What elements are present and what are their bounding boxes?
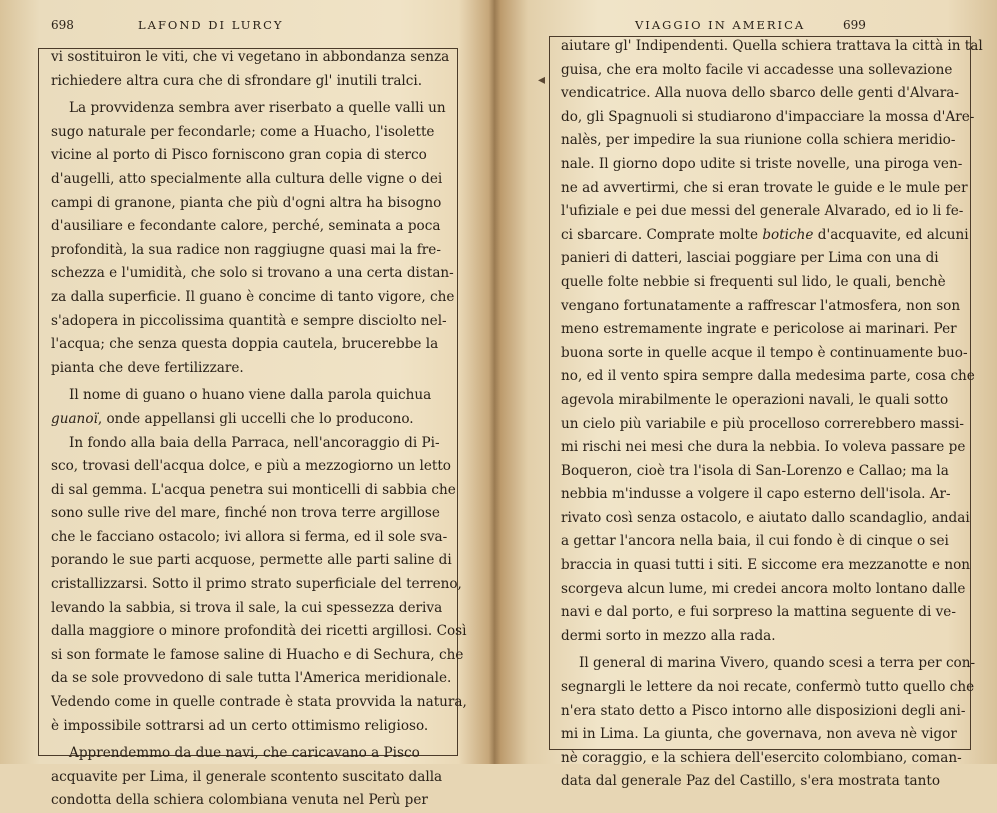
text-line: da se sole provvedono di sale tutta l'America meridionale. [51,670,452,687]
text-line: dalla maggiore o minore profondità dei ricetti argillosi. Così [51,623,467,640]
text-line: Apprendemmo da due navi, che caricavano a Pisco [69,745,420,762]
left-page-body [51,46,467,813]
text-line: vengano fortunatamente a raffrescar l'atmosfera, non son [561,297,961,314]
running-head-title-left: LAFOND DI LURCY [138,18,284,32]
text-line: profondità, la sua radice non raggiugne quasi mai la fre- [51,241,441,258]
text-line: rivato così senza ostacolo, e aiutato dallo scandaglio, andai [561,509,970,526]
text-line: mi rischi nei mesi che dura la nebbia. Io voleva passare pe [561,439,966,456]
text-line: porando le sue parti acquose, permette alle parti saline di [51,552,452,569]
text-line: di sal gemma. L'acqua penetra sui monticelli di sabbia che [51,481,456,498]
text-line: quelle folte nebbie si frequenti sul lido, le quali, benchè [561,273,946,290]
text-line: vendicatrice. Alla nuova dello sbarco delle genti d'Alvara- [561,85,959,102]
text-line: segnargli le lettere da noi recate, confermò tutto quello che [561,679,975,696]
text-line: levando la sabbia, si trova il sale, la cui spessezza deriva [51,599,443,616]
text-line: mi in Lima. La giunta, che governava, non aveva nè vigor [561,726,957,743]
text-line: l'acqua; che senza questa doppia cautela, brucerebbe la [51,336,439,353]
text-line: do, gli Spagnuoli si studiarono d'impacciare la mossa d'Are- [561,108,975,125]
text-line: che le facciano ostacolo; ivi allora si ferma, ed il sole sva- [51,528,448,545]
text-line: Vedendo come in quelle contrade è stata provvida la natura, [51,694,467,711]
text-line: aiutare gl' Indipendenti. Quella schiera trattava la città in tal [561,38,983,54]
text-line: a gettar l'ancora nella baia, il cui fondo è di cinque o sei [561,533,949,550]
text-line: buona sorte in quelle acque il tempo è continuamente buo- [561,344,968,361]
text-line: braccia in quasi tutti i siti. E siccome era mezzanotte e non [561,557,971,574]
right-page-body [561,35,983,794]
text-line: meno estremamente ingrate e pericolose ai marinari. Per [561,321,957,338]
running-header-left [0,18,490,38]
text-line: n'era stato detto a Pisco intorno alle disposizioni degli ani- [561,702,966,719]
text-line: cristallizzarsi. Sotto il primo strato superficiale del terreno, [51,576,462,593]
text-line: In fondo alla baia della Parraca, nell'ancoraggio di Pi- [69,434,440,451]
text-line: d'augelli, atto specialmente alla cultura delle vigne o dei [51,170,443,187]
text-line: nebbia m'indusse a volgere il capo esterno dell'isola. Ar- [561,486,951,503]
left-page [0,0,490,809]
text-line: vicine al porto di Pisco forniscono gran copia di sterco [51,147,427,164]
page-number-right: 699 [843,18,866,32]
text-line: un cielo più variabile e più procelloso correrebbero massi- [561,415,964,432]
text-line: vi sostituiron le viti, che vi vegetano in abbondanza senza [51,49,450,65]
text-line: l'ufiziale e pei due messi del generale Alvarado, ed io li fe- [561,203,964,220]
text-line: navi e dal porto, e fui sorpreso la mattina seguente di ve- [561,604,956,621]
text-line: nalès, per impedire la sua riunione colla schiera meridio- [561,132,956,149]
text-line: campi di granone, pianta che più d'ogni altra ha bisogno [51,194,442,211]
text-line: è impossibile sottrarsi ad un certo ottimismo religioso. [51,717,429,734]
text-line: ne ad avvertirmi, che si eran trovate le guide e le mule per [561,179,968,196]
text-line: La provvidenza sembra aver riserbato a quelle valli un [69,100,446,117]
text-line: nè coraggio, e la schiera dell'esercito colombiano, coman- [561,749,962,766]
text-line: Il general di marina Vivero, quando scesi a terra per con- [579,655,976,672]
text-line: sco, trovasi dell'acqua dolce, e più a mezzogiorno un letto [51,458,451,475]
text-line: pianta che deve fertilizzare. [51,359,244,376]
text-line: guisa, che era molto facile vi accadesse una sollevazione [561,61,953,78]
text-line: no, ed il vento spira sempre dalla medesima parte, cosa che [561,368,975,385]
text-line: acquavite per Lima, il generale scontento suscitato dalla [51,768,443,785]
text-line: za dalla superficie. Il guano è concime di tanto vigore, che [51,288,455,305]
text-line: Il nome di guano o huano viene dalla parola quichua [69,387,432,404]
running-head-title-right: VIAGGIO IN AMERICA [635,18,806,32]
text-line: nale. Il giorno dopo udite si triste novelle, una piroga ven- [561,155,963,172]
text-line: dermi sorto in mezzo alla rada. [561,627,776,644]
margin-dot-mark: ◂ [538,72,546,88]
text-line: agevola mirabilmente le operazioni navali, le quali sotto [561,391,949,408]
text-line: sugo naturale per fecondarle; come a Huacho, l'isolette [51,123,435,140]
text-line: richiedere altra cura che di sfrondare gl' inutili tralci. [51,72,423,89]
text-line: scorgeva alcun lume, mi credei ancora molto lontano dalle [561,580,966,597]
text-line: panieri di datteri, lasciai poggiare per Lima con una di [561,250,939,267]
text-line: condotta della schiera colombiana venuta nel Perù per [51,792,428,809]
text-line: schezza e l'umidità, che solo si trovano a una certa distan- [51,265,454,282]
text-line: guanoï, onde appellansi gli uccelli che lo producono. [51,410,414,427]
text-line: d'ausiliare e fecondante calore, perché, seminata a poca [51,218,441,235]
text-line: Boqueron, cioè tra l'isola di San-Lorenzo e Callao; ma la [561,462,949,479]
page-number-left: 698 [51,18,74,32]
text-line: sono sulle rive del mare, finché non trova terre argillose [51,505,440,522]
text-line: data dal generale Paz del Castillo, s'era mostrata tanto [561,773,941,790]
text-line: s'adopera in piccolissima quantità e sempre disciolto nel- [51,312,447,329]
right-page [503,0,997,790]
text-line: ci sbarcare. Comprate molte botiche d'acquavite, ed alcuni [561,226,969,243]
text-line: si son formate le famose saline di Huacho e di Sechura, che [51,646,464,663]
